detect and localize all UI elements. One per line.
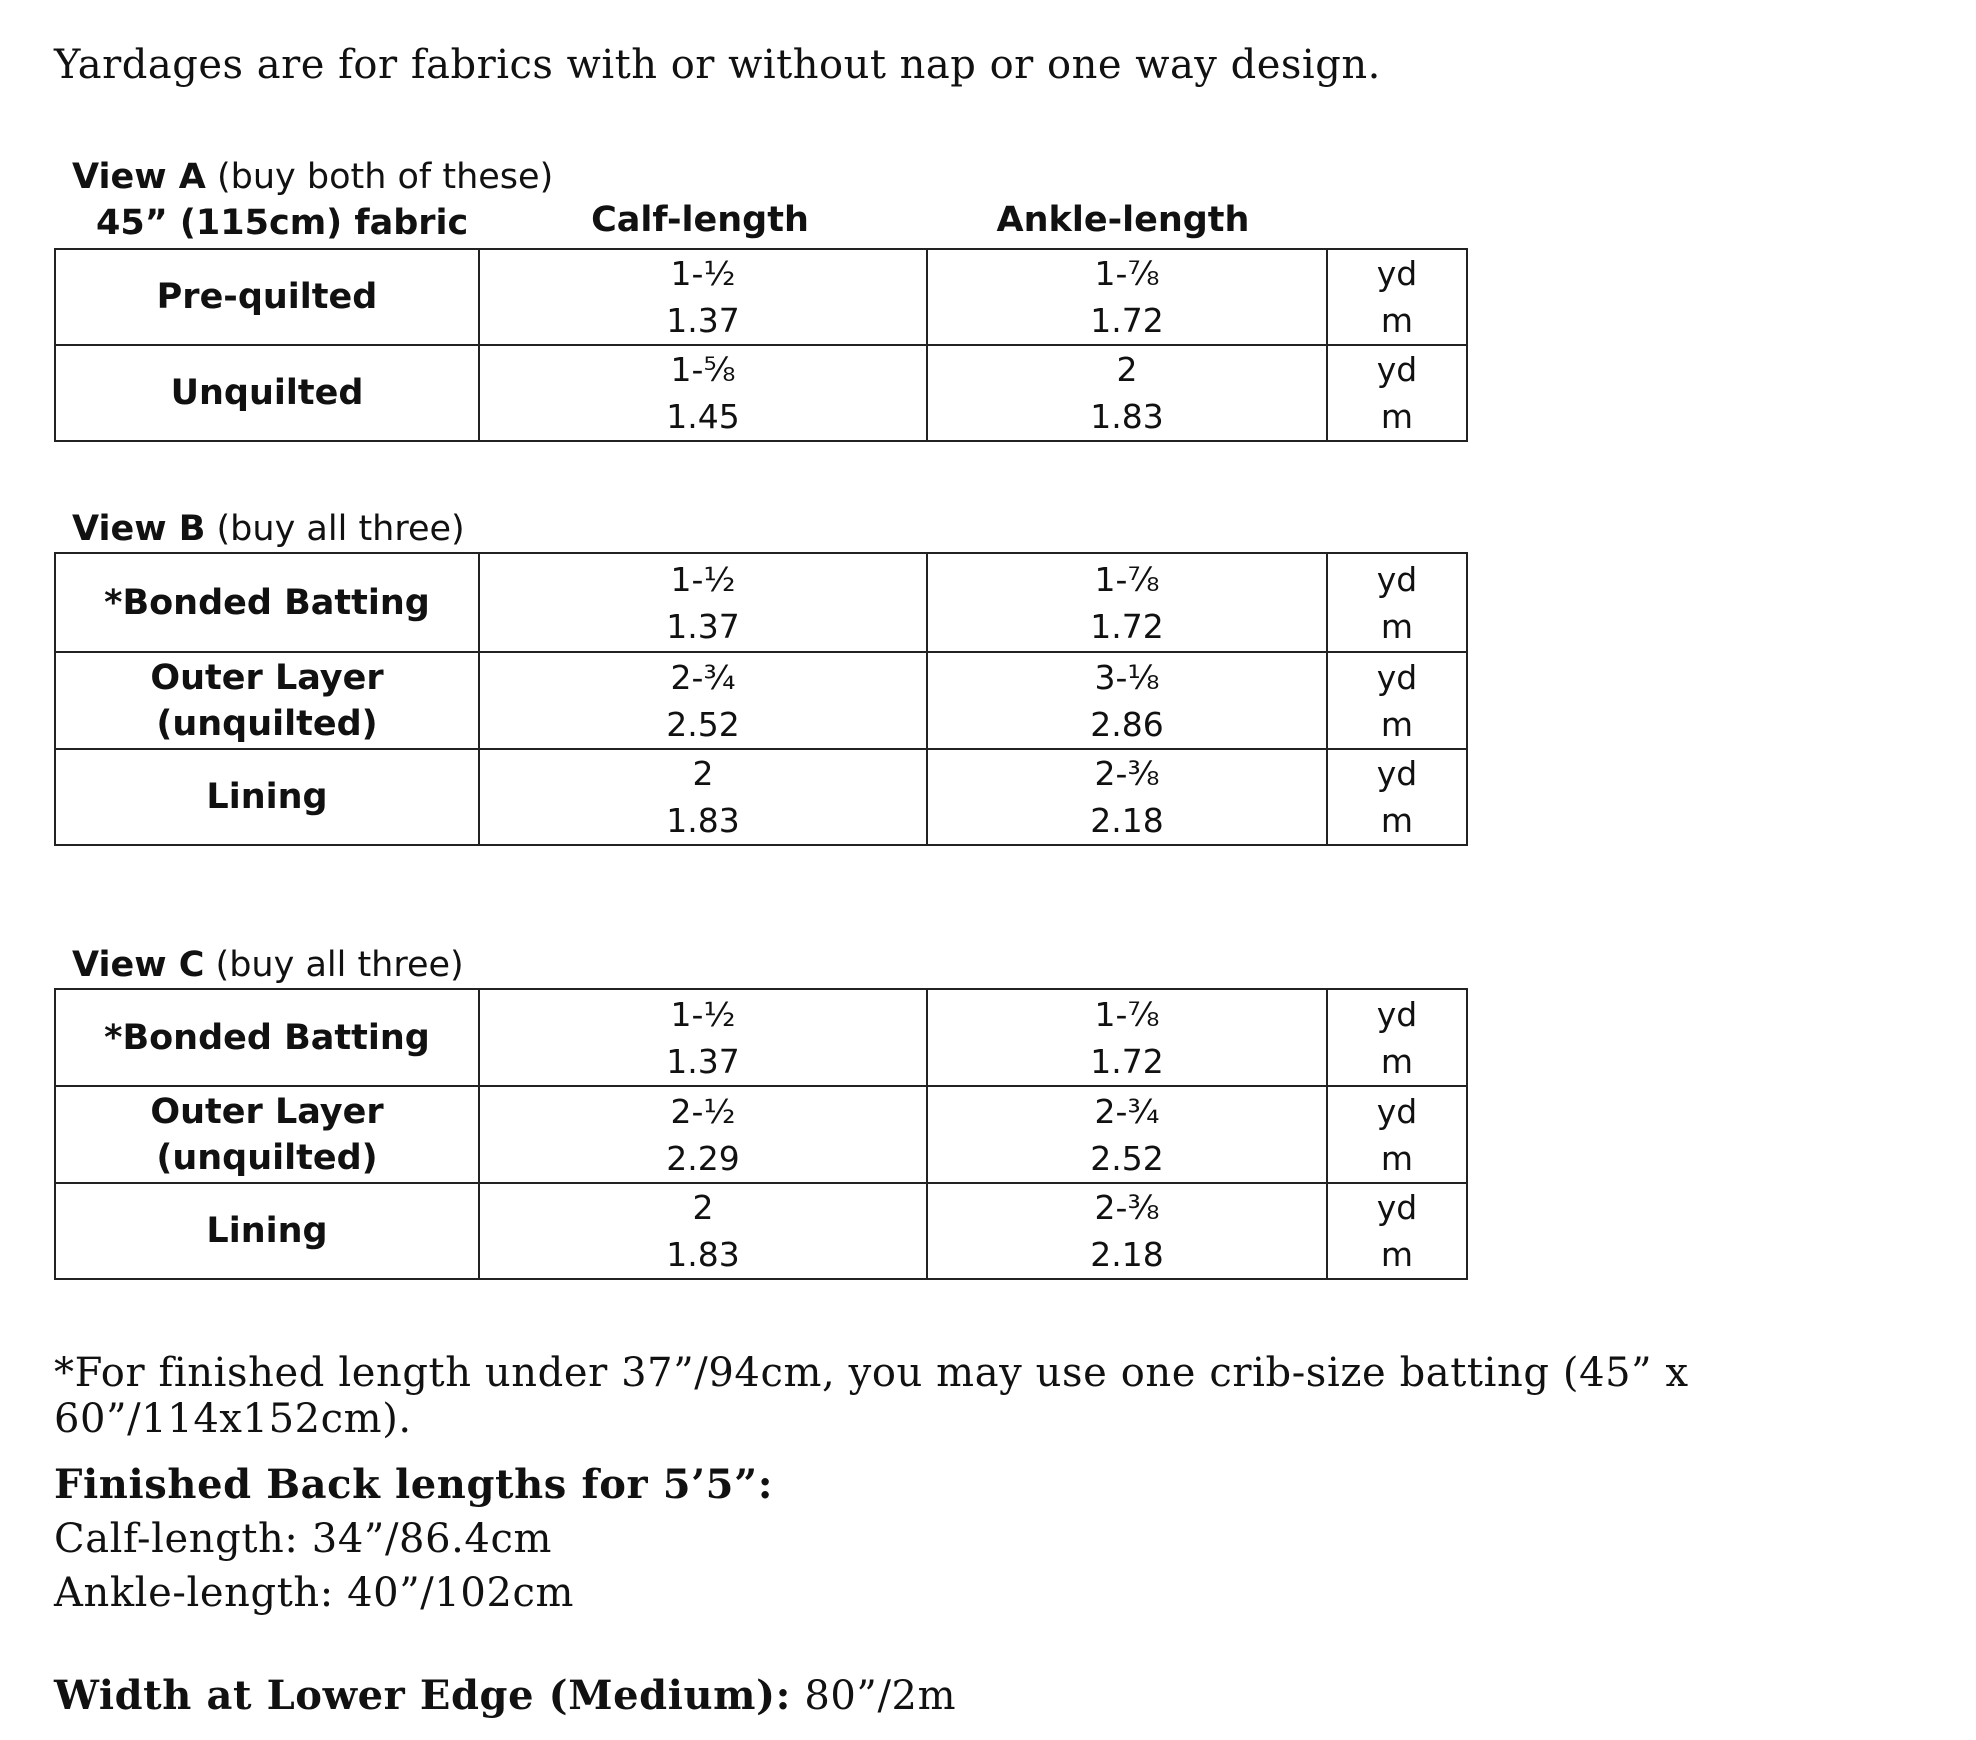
- unit-m: m: [1380, 801, 1414, 840]
- row-label: [55, 749, 479, 845]
- ankle-cell: [927, 1086, 1327, 1183]
- view-c-note: (buy all three): [204, 945, 464, 985]
- view-a-table: [54, 248, 1468, 442]
- col-header-ankle: Ankle-length: [996, 200, 1250, 240]
- calf-yd: 2-½: [670, 1091, 736, 1131]
- ankle-cell: [927, 553, 1327, 652]
- row-label-line1: Outer Layer: [150, 657, 384, 698]
- view-a-heading: [72, 154, 553, 200]
- lower-edge-width: [54, 1672, 956, 1719]
- finished-lengths: [54, 1458, 773, 1620]
- view-c-table: [54, 988, 1468, 1280]
- calf-cell: [479, 1086, 927, 1183]
- row-label-line1: Lining: [206, 777, 328, 817]
- ankle-yd: 1-⅞: [1094, 559, 1160, 599]
- view-a-fabric-width: 45” (115cm) fabric: [96, 203, 469, 243]
- unit-m: m: [1380, 1041, 1414, 1081]
- table-row: [55, 749, 1467, 845]
- calf-m: 2.52: [666, 704, 740, 744]
- ankle-cell: [927, 249, 1327, 345]
- unit-cell: [1327, 553, 1467, 652]
- view-b-table: [54, 552, 1468, 846]
- calf-yd: 1-½: [670, 254, 736, 293]
- calf-cell: [479, 553, 927, 652]
- calf-m: 1.37: [666, 606, 740, 646]
- table-row: [55, 1086, 1467, 1183]
- table-row: [55, 249, 1467, 345]
- view-c-heading: [72, 942, 464, 988]
- row-label: [55, 1183, 479, 1279]
- unit-cell: [1327, 1086, 1467, 1183]
- unit-cell: [1327, 249, 1467, 345]
- row-label-line1: *Bonded Batting: [104, 1017, 430, 1058]
- ankle-yd: 2-⅜: [1094, 754, 1160, 793]
- view-b-heading: [72, 506, 465, 552]
- view-a-note: (buy both of these): [205, 157, 554, 197]
- calf-yd: 1-⅝: [670, 350, 736, 389]
- unit-m: m: [1380, 704, 1414, 744]
- ankle-m: 1.83: [1090, 397, 1164, 436]
- calf-yd: 1-½: [670, 994, 736, 1034]
- ankle-cell: [927, 749, 1327, 845]
- calf-cell: [479, 652, 927, 749]
- ankle-m: 2.86: [1090, 704, 1164, 744]
- lower-edge-width-label: Width at Lower Edge (Medium):: [54, 1672, 791, 1719]
- row-label: [55, 1086, 479, 1183]
- unit-cell: [1327, 652, 1467, 749]
- calf-m: 2.29: [666, 1138, 740, 1178]
- calf-yd: 2: [692, 1188, 714, 1227]
- ankle-m: 1.72: [1090, 301, 1164, 340]
- calf-m: 1.83: [666, 1235, 740, 1274]
- ankle-cell: [927, 1183, 1327, 1279]
- calf-m: 1.45: [666, 397, 740, 436]
- row-label: [55, 652, 479, 749]
- row-label: Pre-quilted: [55, 249, 479, 345]
- calf-m: 1.37: [666, 1041, 740, 1081]
- ankle-yd: 2-⅜: [1094, 1188, 1160, 1227]
- calf-m: 1.37: [666, 301, 740, 340]
- calf-cell: [479, 249, 927, 345]
- unit-cell: [1327, 989, 1467, 1086]
- ankle-yd: 3-⅛: [1094, 657, 1160, 697]
- ankle-m: 2.18: [1090, 1235, 1164, 1274]
- unit-cell: [1327, 345, 1467, 441]
- ankle-yd: 1-⅞: [1094, 254, 1160, 293]
- row-label-line2: (unquilted): [156, 1137, 378, 1178]
- row-label: [55, 989, 479, 1086]
- table-row: [55, 553, 1467, 652]
- view-b-title: View B: [72, 509, 206, 549]
- table-row: [55, 345, 1467, 441]
- unit-m: m: [1380, 1138, 1414, 1178]
- calf-yd: 2: [692, 754, 714, 793]
- calf-m: 1.83: [666, 801, 740, 840]
- ankle-yd: 1-⅞: [1094, 994, 1160, 1034]
- row-label-line2: (unquilted): [156, 703, 378, 744]
- ankle-m: 1.72: [1090, 606, 1164, 646]
- unit-yd: yd: [1376, 559, 1418, 599]
- unit-yd: yd: [1376, 1091, 1418, 1131]
- unit-m: m: [1380, 397, 1414, 436]
- ankle-m: 2.52: [1090, 1138, 1164, 1178]
- ankle-m: 2.18: [1090, 801, 1164, 840]
- unit-yd: yd: [1376, 1188, 1418, 1227]
- view-b-note: (buy all three): [205, 509, 465, 549]
- col-header-calf: Calf-length: [591, 200, 809, 240]
- ankle-cell: [927, 345, 1327, 441]
- ankle-cell: [927, 652, 1327, 749]
- table-row: [55, 989, 1467, 1086]
- calf-cell: [479, 989, 927, 1086]
- ankle-cell: [927, 989, 1327, 1086]
- row-label: Unquilted: [55, 345, 479, 441]
- calf-cell: [479, 345, 927, 441]
- unit-yd: yd: [1376, 994, 1418, 1034]
- unit-m: m: [1380, 606, 1414, 646]
- unit-yd: yd: [1376, 657, 1418, 697]
- table-row: [55, 652, 1467, 749]
- finished-lengths-title: Finished Back lengths for 5’5”:: [54, 1461, 774, 1508]
- batting-footnote: *For finished length under 37”/94cm, you may use one crib-size batting (45” x 60”/114x152cm).: [54, 1350, 1689, 1442]
- unit-cell: [1327, 749, 1467, 845]
- row-label: [55, 553, 479, 652]
- row-label-line1: *Bonded Batting: [104, 582, 430, 623]
- unit-yd: yd: [1376, 350, 1418, 389]
- ankle-m: 1.72: [1090, 1041, 1164, 1081]
- row-label-line1: Outer Layer: [150, 1091, 384, 1132]
- intro-text: Yardages are for fabrics with or without nap or one way design.: [54, 42, 1381, 88]
- unit-yd: yd: [1376, 254, 1418, 293]
- view-a-title: View A: [72, 157, 206, 197]
- unit-cell: [1327, 1183, 1467, 1279]
- view-c-title: View C: [72, 945, 205, 985]
- finished-calf-length: Calf-length: 34”/86.4cm: [54, 1516, 553, 1562]
- table-row: [55, 1183, 1467, 1279]
- calf-yd: 2-¾: [670, 657, 736, 697]
- calf-cell: [479, 749, 927, 845]
- lower-edge-width-value: 80”/2m: [791, 1673, 957, 1719]
- ankle-yd: 2-¾: [1094, 1091, 1160, 1131]
- calf-yd: 1-½: [670, 559, 736, 599]
- unit-yd: yd: [1376, 754, 1418, 793]
- calf-cell: [479, 1183, 927, 1279]
- ankle-yd: 2: [1116, 350, 1138, 389]
- unit-m: m: [1380, 301, 1414, 340]
- row-label-line1: Lining: [206, 1211, 328, 1251]
- finished-ankle-length: Ankle-length: 40”/102cm: [54, 1570, 575, 1616]
- unit-m: m: [1380, 1235, 1414, 1274]
